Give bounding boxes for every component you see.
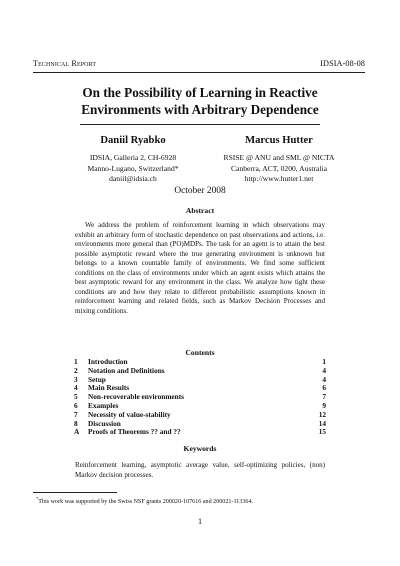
toc-number: A: [74, 427, 80, 437]
toc-number: 2: [74, 365, 78, 375]
footnote-rule: [33, 492, 117, 493]
author-name: Daniil Ryabko: [100, 135, 166, 146]
title-rule: [80, 124, 320, 125]
toc-page: 4: [322, 374, 326, 384]
toc-page: 1: [322, 357, 326, 366]
running-header: [33, 59, 365, 68]
toc-title: Introduction: [88, 357, 128, 366]
title-line-2: Environments with Arbitrary Dependence: [81, 102, 319, 117]
toc-title: Setup: [88, 374, 106, 384]
footnote: [36, 495, 365, 507]
toc-title: Proofs of Theorems ?? and ??: [88, 427, 181, 437]
toc-page: 6: [322, 383, 326, 393]
author-hutter: [206, 136, 352, 185]
author-affiliation-line: RSISE @ ANU and SML @ NICTA: [223, 153, 335, 163]
toc-number: 6: [74, 400, 78, 410]
keywords-text: Reinforcement learning, asymptotic average value, self-optimizing policies, (non) Markov decision processes.: [75, 461, 325, 479]
toc-title: Necessity of value-stability: [88, 409, 171, 419]
toc-title: Main Results: [88, 383, 130, 393]
author-email: daniil@idsia.ch: [109, 174, 157, 184]
toc-page: 15: [318, 427, 326, 437]
toc-page: 12: [318, 409, 326, 419]
author-name: Marcus Hutter: [245, 135, 313, 146]
abstract-text: We address the problem of reinforcement learning in which observations may exhibit an arbitrary form of stochastic dependence on past observations and actions, i.e. environments more general than (PO)MDPs. The task for an agent is to attain the best possible asymptotic reward where the true generating environment is unknown but belongs to a known countable family of environments. We find some sufficient conditions on the class of environments under which an agent exists which attains the best asymptotic reward for any environment in the class. We analyze how tight these conditions are and how they relate to different probabilistic assumptions known in reinforcement learning and related fields, such as Markov Decision Processes and mixing conditions.: [75, 221, 325, 315]
title-line-1: On the Possibility of Learning in Reactive: [82, 85, 318, 100]
toc-number: 1: [74, 357, 78, 366]
contents-heading: Contents: [185, 348, 215, 357]
table-of-contents: [74, 358, 326, 437]
author-affiliation-line: Manno-Lugano, Switzerland*: [87, 163, 179, 173]
toc-number: 7: [74, 409, 78, 419]
footnote-mark: *: [36, 496, 39, 501]
toc-number: 8: [74, 418, 78, 428]
report-number: IDSIA-08-08: [320, 59, 365, 68]
toc-page: 4: [322, 365, 326, 375]
toc-title: Examples: [88, 400, 119, 410]
toc-number: 3: [74, 374, 78, 384]
toc-number: 5: [74, 392, 78, 402]
author-affiliation-line: Canberra, ACT, 0200, Australia: [230, 163, 328, 173]
report-type: Technical Report: [33, 59, 97, 68]
toc-entry[interactable]: [74, 367, 326, 376]
toc-title: Discussion: [88, 418, 121, 428]
paper-title: [40, 84, 360, 118]
toc-page: 9: [322, 400, 326, 410]
author-ryabko: [60, 136, 206, 185]
keywords-heading: Keywords: [183, 444, 217, 453]
author-affiliation-line: IDSIA, Galleria 2, CH-6928: [89, 153, 177, 163]
toc-entry[interactable]: [74, 428, 326, 437]
toc-title: Notation and Definitions: [88, 365, 165, 375]
toc-title: Non-recoverable environments: [88, 392, 184, 402]
authors-block: [60, 136, 352, 185]
page-number: 1: [197, 517, 203, 526]
footnote-text: This work was supported by the Swiss NSF grants 200020-107616 and 200021-113364.: [38, 499, 254, 506]
toc-number: 4: [74, 383, 78, 393]
toc-page: 14: [318, 418, 326, 428]
toc-page: 7: [322, 392, 326, 402]
author-website: http://www.hutter1.net: [244, 174, 314, 184]
header-rule: [33, 72, 365, 73]
paper-date: October 2008: [174, 186, 226, 196]
abstract-heading: Abstract: [185, 206, 215, 215]
